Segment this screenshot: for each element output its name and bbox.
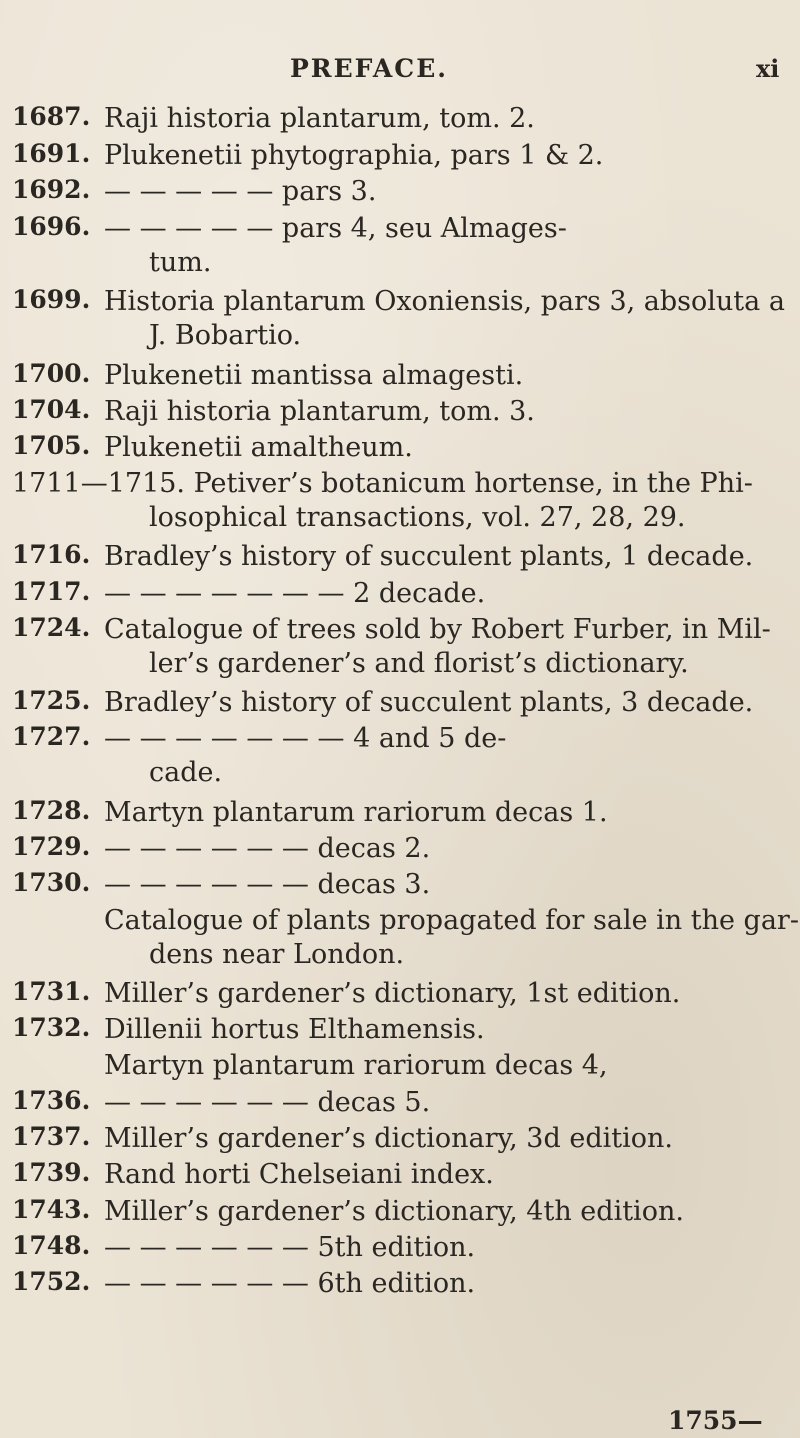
entry-text: Plukenetii phytographia, pars 1 & 2. bbox=[104, 140, 604, 171]
entry-year: 1728. bbox=[12, 796, 91, 825]
entry-text: Martyn plantarum rariorum decas 1. bbox=[104, 797, 608, 828]
entry-year: 1692. bbox=[12, 175, 91, 204]
entry-year: 1716. bbox=[12, 540, 91, 569]
entry-year: 1736. bbox=[12, 1086, 91, 1115]
entry-year: 1724. bbox=[12, 613, 91, 642]
entry-year: 1687. bbox=[12, 102, 91, 131]
entry-year: 1737. bbox=[12, 1122, 91, 1151]
entry-text: — — — — — — decas 5. bbox=[104, 1087, 431, 1118]
entry-text: — — — — — — decas 3. bbox=[104, 869, 431, 900]
entry-year: 1731. bbox=[12, 977, 91, 1006]
entry-year: 1717. bbox=[12, 577, 91, 606]
entry-year: 1752. bbox=[12, 1267, 91, 1296]
entry-text: — — — — — pars 4, seu Almages- tum. bbox=[104, 213, 567, 278]
entry-text: Catalogue of plants propagated for sale in the gar- dens near London. bbox=[104, 905, 799, 970]
entry-year: 1730. bbox=[12, 868, 91, 897]
entry-year: 1699. bbox=[12, 285, 91, 314]
page-number: xi bbox=[756, 54, 780, 83]
entry-year: 1705. bbox=[12, 431, 91, 460]
entry-text: Bradley’s history of succulent plants, 1 decade. bbox=[104, 541, 754, 572]
entry-text: — — — — — pars 3. bbox=[104, 176, 377, 207]
entry-year: 1725. bbox=[12, 686, 91, 715]
running-title: PREFACE. bbox=[290, 54, 448, 83]
entry-year: 1691. bbox=[12, 139, 91, 168]
entry-year: 1704. bbox=[12, 395, 91, 424]
page-header bbox=[0, 54, 800, 94]
entry-text: — — — — — — 5th edition. bbox=[104, 1232, 476, 1263]
entry-text: Martyn plantarum rariorum decas 4, bbox=[104, 1050, 608, 1081]
entry-text: Raji historia plantarum, tom. 3. bbox=[104, 396, 535, 427]
entry-year: 1732. bbox=[12, 1013, 91, 1042]
entry-text: Plukenetii mantissa almagesti. bbox=[104, 360, 524, 391]
entry-text: Miller’s gardener’s dictionary, 4th edition. bbox=[104, 1196, 684, 1227]
entry-year: 1729. bbox=[12, 832, 91, 861]
entry-text: — — — — — — 6th edition. bbox=[104, 1268, 476, 1299]
entry-year: 1696. bbox=[12, 212, 91, 241]
entry-year: 1739. bbox=[12, 1158, 91, 1187]
entry-text: Historia plantarum Oxoniensis, pars 3, absoluta a J. Bobartio. bbox=[104, 286, 785, 351]
entry-year: 1727. bbox=[12, 722, 91, 751]
catchword: 1755— bbox=[668, 1406, 763, 1435]
entry-year: 1748. bbox=[12, 1231, 91, 1260]
entry-text: Bradley’s history of succulent plants, 3 decade. bbox=[104, 687, 754, 718]
entry-text: Raji historia plantarum, tom. 2. bbox=[104, 103, 535, 134]
entry-text: 1711—1715. Petiver’s botanicum hortense, in the Phi- losophical transactions, vol. 27, 28, 29. bbox=[12, 468, 753, 533]
entry-text: — — — — — — — 4 and 5 de- cade. bbox=[104, 723, 507, 788]
entry-year: 1743. bbox=[12, 1195, 91, 1224]
entry-text: Rand horti Chelseiani index. bbox=[104, 1159, 494, 1190]
entry-text: — — — — — — — 2 decade. bbox=[104, 578, 486, 609]
entry-year: 1700. bbox=[12, 359, 91, 388]
entry-text: Dillenii hortus Elthamensis. bbox=[104, 1014, 485, 1045]
entry-text: Plukenetii amaltheum. bbox=[104, 432, 413, 463]
entry-text: Miller’s gardener’s dictionary, 1st edition. bbox=[104, 978, 681, 1009]
entry-text: — — — — — — decas 2. bbox=[104, 833, 431, 864]
entry-text: Catalogue of trees sold by Robert Furber, in Mil- ler’s gardener’s and florist’s dictionary. bbox=[104, 614, 771, 679]
entry-text: Miller’s gardener’s dictionary, 3d edition. bbox=[104, 1123, 673, 1154]
